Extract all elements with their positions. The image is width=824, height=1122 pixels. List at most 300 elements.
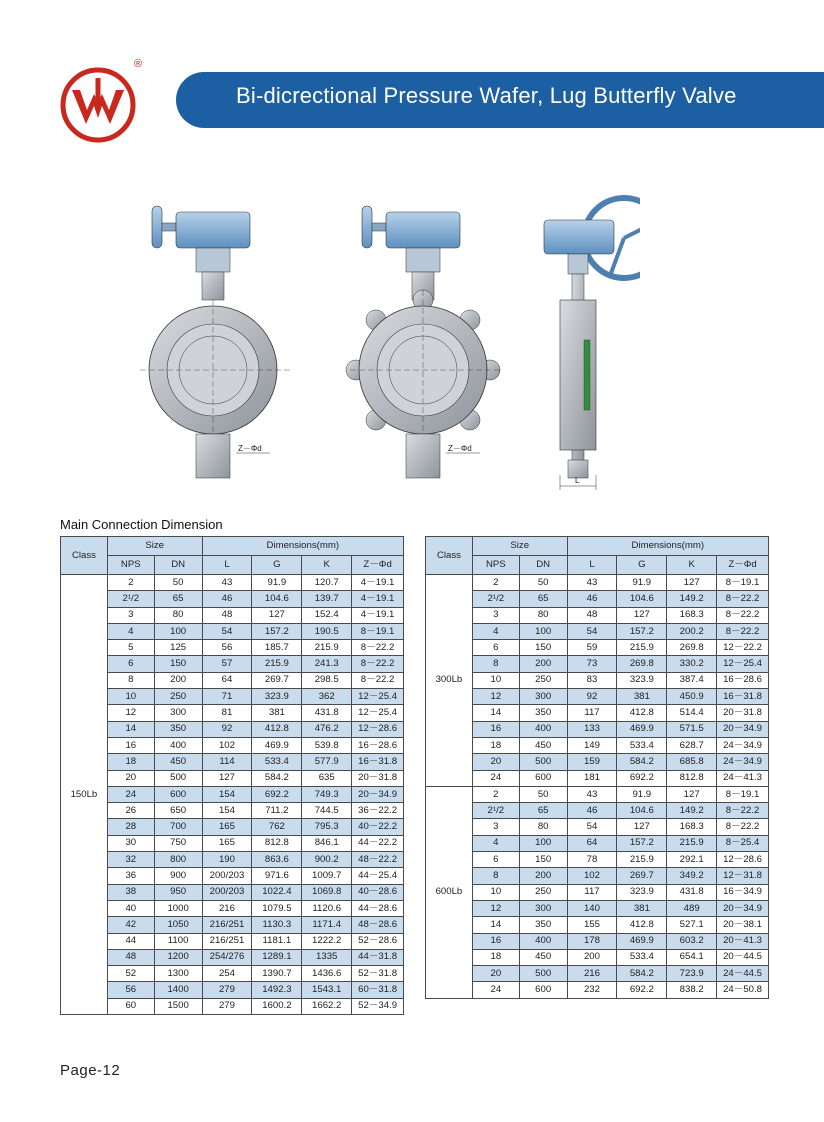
table-cell: 12－31.8 [717, 868, 769, 884]
table-cell: 2¹/2 [472, 591, 519, 607]
table-cell: 44 [107, 933, 154, 949]
table-cell: 24－41.3 [717, 770, 769, 786]
table-cell: 18 [472, 737, 519, 753]
table-cell: 91.9 [617, 786, 667, 802]
table-cell: 431.8 [302, 705, 352, 721]
table-row [61, 966, 404, 982]
table-row [426, 852, 769, 868]
table-cell: 36 [107, 868, 154, 884]
table-cell: 157.2 [252, 623, 302, 639]
table-cell: 127 [202, 770, 252, 786]
table-cell: 400 [519, 721, 567, 737]
table-cell: 711.2 [252, 803, 302, 819]
table-row [426, 575, 769, 591]
table-cell: 104.6 [252, 591, 302, 607]
table-cell: 533.4 [617, 737, 667, 753]
table-cell: 40－28.6 [352, 884, 404, 900]
table-cell: 292.1 [667, 852, 717, 868]
table-cell: 54 [202, 623, 252, 639]
table-cell: 48 [567, 607, 617, 623]
table-cell: 533.4 [617, 949, 667, 965]
table-cell: 46 [202, 591, 252, 607]
table-cell: 250 [519, 672, 567, 688]
table-cell: 3 [472, 819, 519, 835]
header-dn: DN [519, 556, 567, 575]
table-cell: 102 [202, 737, 252, 753]
table-row [61, 949, 404, 965]
table-cell: 200.2 [667, 623, 717, 639]
table-cell: 216 [202, 900, 252, 916]
table-row [426, 721, 769, 737]
header-nps: NPS [107, 556, 154, 575]
table-cell: 190.5 [302, 623, 352, 639]
table-cell: 80 [154, 607, 202, 623]
header-l: L [202, 556, 252, 575]
table-cell: 20－41.3 [717, 933, 769, 949]
header-class: Class [61, 537, 108, 575]
table-cell: 154 [202, 786, 252, 802]
table-row [426, 754, 769, 770]
table-cell: 30 [107, 835, 154, 851]
table-row [61, 591, 404, 607]
table-row [61, 982, 404, 998]
table-cell: 149.2 [667, 591, 717, 607]
table-cell: 215.9 [617, 640, 667, 656]
table-cell: 8－19.1 [717, 786, 769, 802]
table-cell: 102 [567, 868, 617, 884]
registered-mark: ® [134, 58, 143, 70]
table-cell: 149.2 [667, 803, 717, 819]
table-cell: 450.9 [667, 689, 717, 705]
table-cell: 2 [472, 786, 519, 802]
table-cell: 8－22.2 [717, 607, 769, 623]
table-cell: 185.7 [252, 640, 302, 656]
table-cell: 20－34.9 [717, 721, 769, 737]
side-view-drawing [544, 198, 640, 490]
table-row [61, 607, 404, 623]
table-cell: 232 [567, 982, 617, 998]
table-cell: 12－28.6 [717, 852, 769, 868]
table-cell: 450 [519, 949, 567, 965]
table-cell: 16－28.6 [352, 737, 404, 753]
table-row [426, 640, 769, 656]
table-cell: 500 [519, 754, 567, 770]
table-cell: 350 [519, 917, 567, 933]
table-row [61, 770, 404, 786]
table-cell: 127 [617, 607, 667, 623]
table-cell: 8－25.4 [717, 835, 769, 851]
table-cell: 469.9 [252, 737, 302, 753]
table-cell: 300 [519, 900, 567, 916]
table-cell: 350 [519, 705, 567, 721]
table-cell: 71 [202, 689, 252, 705]
table-cell: 1390.7 [252, 966, 302, 982]
table-cell: 250 [154, 689, 202, 705]
table-row [426, 737, 769, 753]
table-cell: 298.5 [302, 672, 352, 688]
table-cell: 200 [519, 656, 567, 672]
table-cell: 127 [667, 786, 717, 802]
table-cell: 577.9 [302, 754, 352, 770]
table-cell: 1000 [154, 900, 202, 916]
header-dn: DN [154, 556, 202, 575]
table-row [426, 689, 769, 705]
table-cell: 57 [202, 656, 252, 672]
table-cell: 6 [472, 640, 519, 656]
table-cell: 469.9 [617, 721, 667, 737]
table-cell: 1050 [154, 917, 202, 933]
table-cell: 400 [519, 933, 567, 949]
table-cell: 117 [567, 705, 617, 721]
table-cell: 8 [472, 868, 519, 884]
table-cell: 216/251 [202, 917, 252, 933]
table-cell: 20－44.5 [717, 949, 769, 965]
table-cell: 12－25.4 [717, 656, 769, 672]
table-cell: 412.8 [617, 917, 667, 933]
table-cell: 65 [154, 591, 202, 607]
table-cell: 64 [567, 835, 617, 851]
header-class: Class [426, 537, 473, 575]
table-cell: 654.1 [667, 949, 717, 965]
table-cell: 8－22.2 [717, 803, 769, 819]
table-cell: 650 [154, 803, 202, 819]
table-row [61, 917, 404, 933]
table-cell: 165 [202, 819, 252, 835]
table-row [61, 868, 404, 884]
table-row [426, 933, 769, 949]
table-cell: 127 [252, 607, 302, 623]
valve-drawings [140, 190, 640, 500]
table-cell: 323.9 [617, 672, 667, 688]
table-cell: 900.2 [302, 852, 352, 868]
table-cell: 2¹/2 [107, 591, 154, 607]
table-cell: 469.9 [617, 933, 667, 949]
table-cell: 812.8 [252, 835, 302, 851]
header-dimensions: Dimensions(mm) [567, 537, 768, 556]
table-cell: 215.9 [302, 640, 352, 656]
table-cell: 1600.2 [252, 998, 302, 1014]
header-size: Size [107, 537, 202, 556]
table-cell: 24 [472, 982, 519, 998]
table-cell: 4 [472, 835, 519, 851]
table-cell: 56 [202, 640, 252, 656]
table-cell: 8－22.2 [352, 640, 404, 656]
table-cell: 685.8 [667, 754, 717, 770]
table-cell: 155 [567, 917, 617, 933]
table-cell: 3 [107, 607, 154, 623]
table-row [61, 803, 404, 819]
table-cell: 44－25.4 [352, 868, 404, 884]
table-cell: 127 [617, 819, 667, 835]
table-cell: 46 [567, 803, 617, 819]
table-cell: 216/251 [202, 933, 252, 949]
table-row [61, 705, 404, 721]
table-cell: 1130.3 [252, 917, 302, 933]
table-cell: 20 [472, 754, 519, 770]
table-cell: 117 [567, 884, 617, 900]
table-cell: 8－22.2 [717, 623, 769, 639]
table-cell: 4 [107, 623, 154, 639]
table-cell: 692.2 [617, 982, 667, 998]
table-cell: 450 [154, 754, 202, 770]
header-zd: Z－Φd [717, 556, 769, 575]
table-cell: 215.9 [617, 852, 667, 868]
table-row [61, 737, 404, 753]
table-cell: 4－19.1 [352, 591, 404, 607]
table-cell: 700 [154, 819, 202, 835]
table-cell: 12 [472, 900, 519, 916]
header-zd: Z－Φd [352, 556, 404, 575]
table-cell: 154 [202, 803, 252, 819]
lug-zd-label: Z－Φd [448, 444, 472, 453]
table-cell: 1181.1 [252, 933, 302, 949]
table-cell: 150 [154, 656, 202, 672]
table-cell: 16－34.9 [717, 884, 769, 900]
table-cell: 60 [107, 998, 154, 1014]
table-cell: 20－31.8 [352, 770, 404, 786]
table-cell: 24 [472, 770, 519, 786]
table-cell: 1069.8 [302, 884, 352, 900]
table-cell: 330.2 [667, 656, 717, 672]
table-cell: 52－34.9 [352, 998, 404, 1014]
table-cell: 10 [107, 689, 154, 705]
table-cell: 1100 [154, 933, 202, 949]
table-cell: 1222.2 [302, 933, 352, 949]
table-cell: 12 [472, 689, 519, 705]
table-cell: 600 [519, 770, 567, 786]
table-cell: 692.2 [617, 770, 667, 786]
table-cell: 36－22.2 [352, 803, 404, 819]
table-row [426, 672, 769, 688]
table-cell: 12－22.2 [717, 640, 769, 656]
table-cell: 381 [252, 705, 302, 721]
table-cell: 279 [202, 998, 252, 1014]
table-cell: 80 [519, 819, 567, 835]
table-cell: 476.2 [302, 721, 352, 737]
table-cell: 400 [154, 737, 202, 753]
table-cell: 100 [519, 623, 567, 639]
table-row [426, 623, 769, 639]
table-cell: 533.4 [252, 754, 302, 770]
table-cell: 269.8 [667, 640, 717, 656]
table-cell: 846.1 [302, 835, 352, 851]
table-cell: 24 [107, 786, 154, 802]
table-cell: 4－19.1 [352, 575, 404, 591]
table-cell: 20－38.1 [717, 917, 769, 933]
table-cell: 795.3 [302, 819, 352, 835]
table-cell: 12－28.6 [352, 721, 404, 737]
table-row [426, 786, 769, 802]
table-row [426, 982, 769, 998]
table-cell: 692.2 [252, 786, 302, 802]
table-cell: 120.7 [302, 575, 352, 591]
table-cell: 3 [472, 607, 519, 623]
table-cell: 5 [107, 640, 154, 656]
table-cell: 52 [107, 966, 154, 982]
table-cell: 2 [472, 575, 519, 591]
table-cell: 60－31.8 [352, 982, 404, 998]
table-cell: 178 [567, 933, 617, 949]
table-cell: 950 [154, 884, 202, 900]
table-cell: 46 [567, 591, 617, 607]
table-row [426, 900, 769, 916]
table-cell: 1079.5 [252, 900, 302, 916]
table-cell: 100 [519, 835, 567, 851]
table-cell: 269.7 [252, 672, 302, 688]
table-cell: 133 [567, 721, 617, 737]
table-cell: 514.4 [667, 705, 717, 721]
table-cell: 1120.6 [302, 900, 352, 916]
table-cell: 56 [107, 982, 154, 998]
table-row [61, 786, 404, 802]
table-cell: 168.3 [667, 607, 717, 623]
table-cell: 42 [107, 917, 154, 933]
table-cell: 165 [202, 835, 252, 851]
table-cell: 54 [567, 819, 617, 835]
table-cell: 8－19.1 [717, 575, 769, 591]
table-cell: 254/276 [202, 949, 252, 965]
table-cell: 971.6 [252, 868, 302, 884]
table-cell: 16－31.8 [352, 754, 404, 770]
table-cell: 838.2 [667, 982, 717, 998]
table-cell: 14 [107, 721, 154, 737]
side-l-label: L [575, 476, 580, 485]
table-cell: 1200 [154, 949, 202, 965]
table-cell: 18 [107, 754, 154, 770]
header-size: Size [472, 537, 567, 556]
table-cell: 83 [567, 672, 617, 688]
table-cell: 600 [519, 982, 567, 998]
table-cell: 92 [202, 721, 252, 737]
table-cell: 43 [567, 786, 617, 802]
table-cell: 200 [567, 949, 617, 965]
table-cell: 450 [519, 737, 567, 753]
table-row [426, 884, 769, 900]
table-cell: 20 [107, 770, 154, 786]
table-cell: 44－28.6 [352, 900, 404, 916]
table-cell: 500 [154, 770, 202, 786]
table-cell: 44－31.8 [352, 949, 404, 965]
table-cell: 80 [519, 607, 567, 623]
table-cell: 52－31.8 [352, 966, 404, 982]
table-row [61, 900, 404, 916]
table-cell: 412.8 [252, 721, 302, 737]
table-cell: 381 [617, 900, 667, 916]
table-row [61, 835, 404, 851]
table-cell: 900 [154, 868, 202, 884]
table-cell: 1009.7 [302, 868, 352, 884]
table-cell: 81 [202, 705, 252, 721]
table-cell: 44－22.2 [352, 835, 404, 851]
table-cell: 114 [202, 754, 252, 770]
table-cell: 125 [154, 640, 202, 656]
table-cell: 38 [107, 884, 154, 900]
table-cell: 269.7 [617, 868, 667, 884]
table-cell: 744.5 [302, 803, 352, 819]
class-label: 300Lb [426, 575, 473, 787]
table-cell: 157.2 [617, 623, 667, 639]
table-cell: 584.2 [617, 966, 667, 982]
table-cell: 1400 [154, 982, 202, 998]
table-cell: 323.9 [617, 884, 667, 900]
table-row [426, 917, 769, 933]
table-cell: 200 [154, 672, 202, 688]
table-cell: 1022.4 [252, 884, 302, 900]
table-cell: 571.5 [667, 721, 717, 737]
table-row [426, 949, 769, 965]
table-cell: 362 [302, 689, 352, 705]
table-cell: 300 [154, 705, 202, 721]
table-cell: 43 [567, 575, 617, 591]
page-number: Page-12 [60, 1062, 121, 1079]
table-cell: 1300 [154, 966, 202, 982]
table-cell: 216 [567, 966, 617, 982]
table-cell: 100 [154, 623, 202, 639]
table-cell: 64 [202, 672, 252, 688]
table-cell: 489 [667, 900, 717, 916]
table-cell: 14 [472, 917, 519, 933]
table-cell: 91.9 [252, 575, 302, 591]
table-cell: 279 [202, 982, 252, 998]
table-cell: 863.6 [252, 852, 302, 868]
table-cell: 635 [302, 770, 352, 786]
table-cell: 387.4 [667, 672, 717, 688]
class-label: 150Lb [61, 575, 108, 1015]
table-cell: 2 [107, 575, 154, 591]
header-g: G [617, 556, 667, 575]
header-k: K [667, 556, 717, 575]
table-cell: 12－25.4 [352, 689, 404, 705]
table-cell: 59 [567, 640, 617, 656]
table-cell: 16 [107, 737, 154, 753]
table-cell: 8 [107, 672, 154, 688]
table-cell: 8－19.1 [352, 623, 404, 639]
company-logo [58, 64, 142, 144]
table-cell: 349.2 [667, 868, 717, 884]
table-cell: 168.3 [667, 819, 717, 835]
table-cell: 190 [202, 852, 252, 868]
table-row [426, 835, 769, 851]
section-title: Main Connection Dimension [60, 517, 223, 532]
table-cell: 8 [472, 656, 519, 672]
table-cell: 8－22.2 [717, 819, 769, 835]
table-cell: 1436.6 [302, 966, 352, 982]
table-cell: 104.6 [617, 803, 667, 819]
table-cell: 40 [107, 900, 154, 916]
table-row [426, 591, 769, 607]
table-cell: 43 [202, 575, 252, 591]
table-cell: 12 [107, 705, 154, 721]
table-row [426, 656, 769, 672]
header-dimensions: Dimensions(mm) [202, 537, 403, 556]
table-cell: 50 [519, 575, 567, 591]
table-cell: 600 [154, 786, 202, 802]
dimension-table-150lb [60, 536, 404, 1015]
table-cell: 16－31.8 [717, 689, 769, 705]
table-cell: 16 [472, 721, 519, 737]
table-cell: 50 [519, 786, 567, 802]
lug-valve-drawing [346, 206, 500, 478]
class-label: 600Lb [426, 786, 473, 998]
table-row [61, 623, 404, 639]
table-cell: 24－50.8 [717, 982, 769, 998]
table-cell: 157.2 [617, 835, 667, 851]
table-cell: 723.9 [667, 966, 717, 982]
table-row [426, 819, 769, 835]
table-cell: 1492.3 [252, 982, 302, 998]
table-cell: 749.3 [302, 786, 352, 802]
table-cell: 16－28.6 [717, 672, 769, 688]
